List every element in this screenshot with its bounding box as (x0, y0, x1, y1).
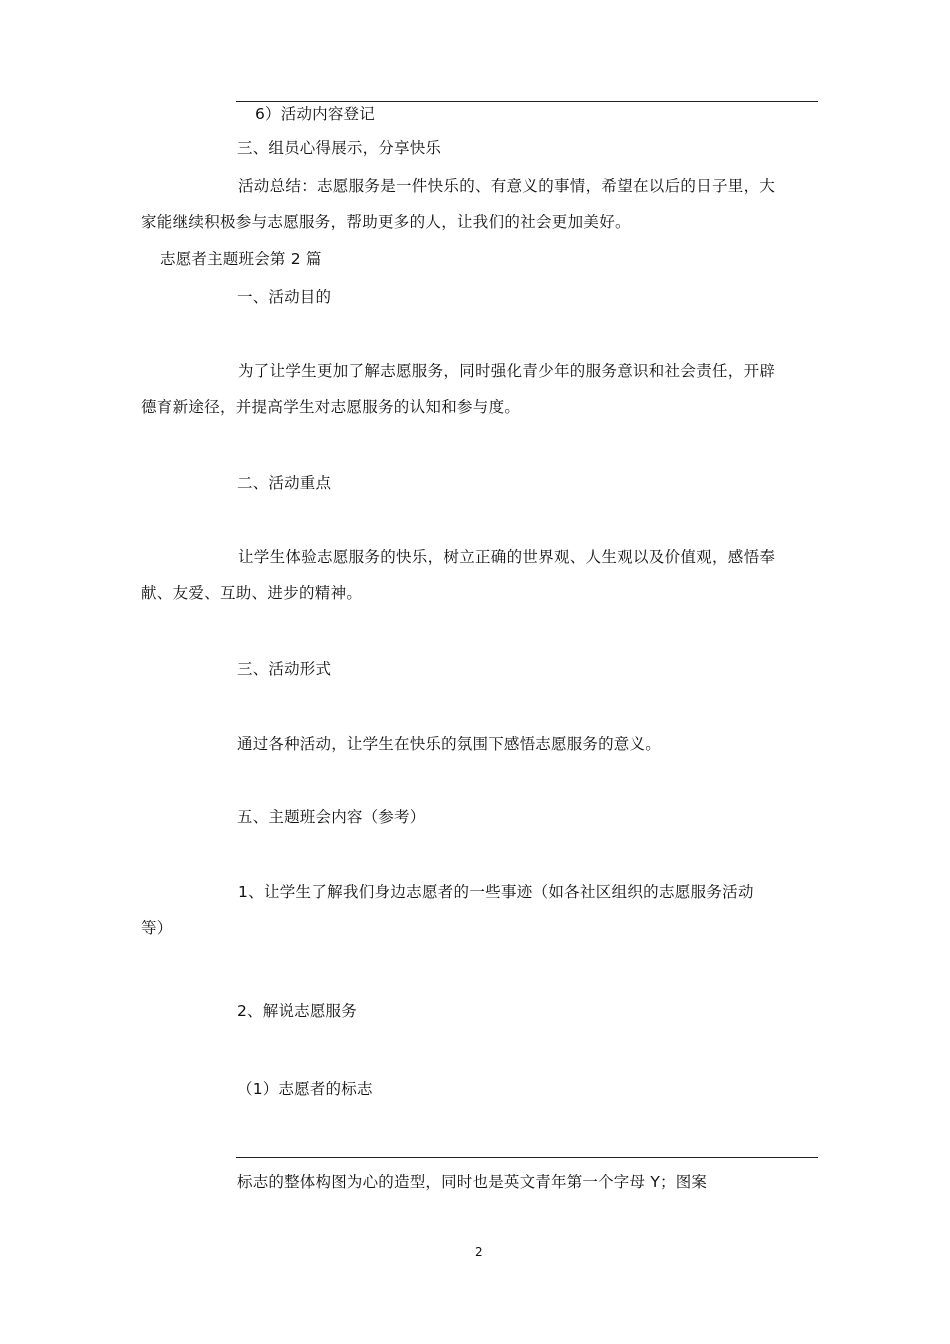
section-1-line-2: 德育新途径，并提高学生对志愿服务的认知和参与度。 (141, 398, 521, 416)
bottom-rule (236, 1157, 818, 1158)
summary-paragraph (141, 168, 831, 240)
sub-item-1: （1）志愿者的标志 (237, 1080, 373, 1098)
section-3-body: 通过各种活动，让学生在快乐的氛围下感悟志愿服务的意义。 (237, 735, 661, 753)
item-1-line-1: 1、让学生了解我们身边志愿者的一些事迹（如各社区组织的志愿服务活动 (238, 883, 754, 901)
item-1-line-2: 等） (141, 919, 173, 937)
summary-line-2: 家能继续积极参与志愿服务，帮助更多的人，让我们的社会更加美好。 (141, 213, 631, 231)
logo-description: 标志的整体构图为心的造型，同时也是英文青年第一个字母 Y；图案 (237, 1173, 708, 1191)
item-1 (141, 874, 831, 946)
section-2-body (141, 539, 831, 611)
section-2-line-1: 让学生体验志愿服务的快乐，树立正确的世界观、人生观以及价值观，感悟奉 (238, 548, 776, 566)
section-share-heading: 三、组员心得展示，分享快乐 (237, 139, 442, 157)
summary-line-1: 活动总结：志愿服务是一件快乐的、有意义的事情，希望在以后的日子里，大 (238, 177, 776, 195)
section-1-heading: 一、活动目的 (237, 288, 332, 306)
article-title: 志愿者主题班会第 2 篇 (160, 250, 322, 268)
section-2-line-2: 献、友爱、互助、进步的精神。 (141, 584, 363, 602)
header-item: 6）活动内容登记 (255, 105, 375, 123)
page-number: 2 (475, 1245, 483, 1259)
section-2-heading: 二、活动重点 (237, 474, 332, 492)
top-rule (236, 101, 818, 102)
section-1-line-1: 为了让学生更加了解志愿服务，同时强化青少年的服务意识和社会责任，开辟 (238, 362, 776, 380)
item-2: 2、解说志愿服务 (237, 1002, 357, 1020)
section-5-heading: 五、主题班会内容（参考） (237, 808, 426, 826)
section-1-body (141, 353, 831, 425)
section-3-heading: 三、活动形式 (237, 660, 332, 678)
